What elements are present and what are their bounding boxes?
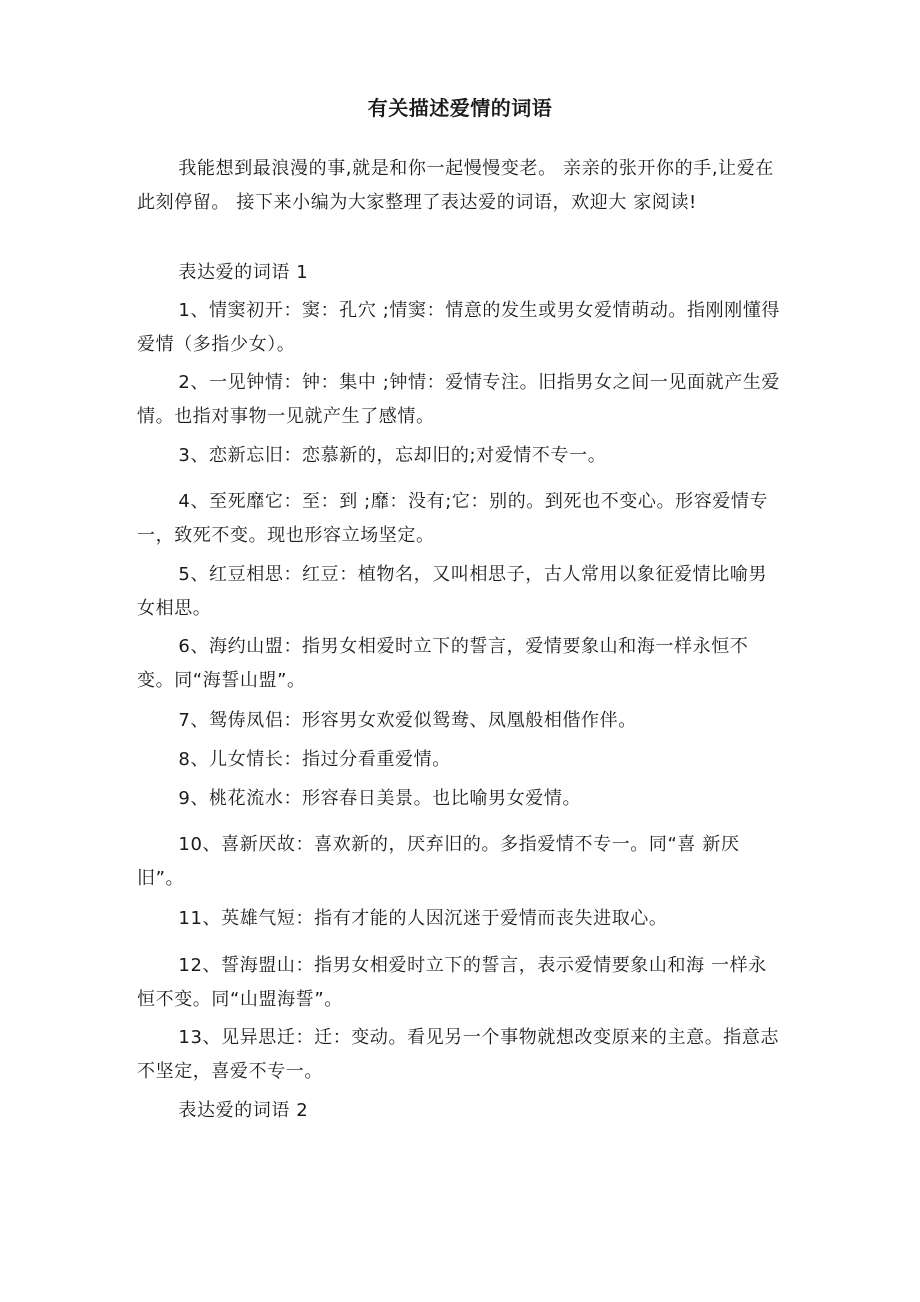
entry-2	[137, 366, 783, 434]
entry-13	[137, 1021, 783, 1089]
entry-1	[137, 294, 783, 362]
section-heading-1	[137, 256, 783, 290]
entry-text: 1、情窦初开：窦：孔穴 ;情窦：情意的发生或男女爱情萌动。指刚刚懂得爱情（多指少女）。	[137, 300, 781, 355]
section-heading-2-text: 表达爱的词语 2	[178, 1100, 309, 1121]
entry-10	[137, 828, 783, 896]
entry-8	[137, 743, 783, 777]
entry-text: 12、誓海盟山：指男女相爱时立下的誓言，表示爱情要象山和海 一样永恒不变。同“山盟海誓”。	[137, 955, 767, 1010]
entry-text: 7、鸳俦凤侣：形容男女欢爱似鸳鸯、凤凰般相偕作伴。	[178, 710, 637, 731]
entry-text: 11、英雄气短：指有才能的人因沉迷于爱情而丧失进取心。	[178, 908, 668, 929]
intro-text: 我能想到最浪漫的事,就是和你一起慢慢变老。 亲亲的张开你的手,让爱在此刻停留。 接下来小编为大家整理了表达爱的词语，欢迎大 家阅读!	[137, 158, 774, 213]
entry-text: 10、喜新厌故：喜欢新的，厌弃旧的。多指爱情不专一。同“喜 新厌旧”。	[137, 834, 740, 889]
entry-text: 3、恋新忘旧：恋慕新的，忘却旧的;对爱情不专一。	[178, 445, 607, 466]
entry-text: 4、至死靡它：至：到 ;靡：没有;它：别的。到死也不变心。形容爱情专一，致死不变。现也形容立场坚定。	[137, 491, 769, 546]
entry-12	[137, 949, 783, 1017]
section-heading-1-text: 表达爱的词语 1	[178, 262, 309, 283]
entry-11	[137, 902, 783, 936]
entry-5	[137, 558, 783, 626]
entry-3	[137, 439, 783, 473]
entry-7	[137, 704, 783, 738]
section-heading-2	[137, 1094, 783, 1128]
entry-text: 8、儿女情长：指过分看重爱情。	[178, 749, 451, 770]
entry-text: 9、桃花流水：形容春日美景。也比喻男女爱情。	[178, 788, 582, 809]
entry-9	[137, 782, 783, 816]
entry-6	[137, 630, 783, 698]
entry-text: 13、见异思迁：迁：变动。看见另一个事物就想改变原来的主意。指意志不坚定，喜爱不专一。	[137, 1027, 780, 1082]
document-title: 有关描述爱情的词语	[367, 96, 553, 120]
entry-4	[137, 485, 783, 553]
intro-paragraph	[137, 152, 783, 220]
entry-text: 2、一见钟情：钟：集中 ;钟情：爱情专注。旧指男女之间一见面就产生爱情。也指对事物一见就产生了感情。	[137, 372, 781, 427]
entry-text: 5、红豆相思：红豆：植物名，又叫相思子，古人常用以象征爱情比喻男女相思。	[137, 564, 768, 619]
entry-text: 6、海约山盟：指男女相爱时立下的誓言，爱情要象山和海一样永恒不变。同“海誓山盟”。	[137, 636, 749, 691]
